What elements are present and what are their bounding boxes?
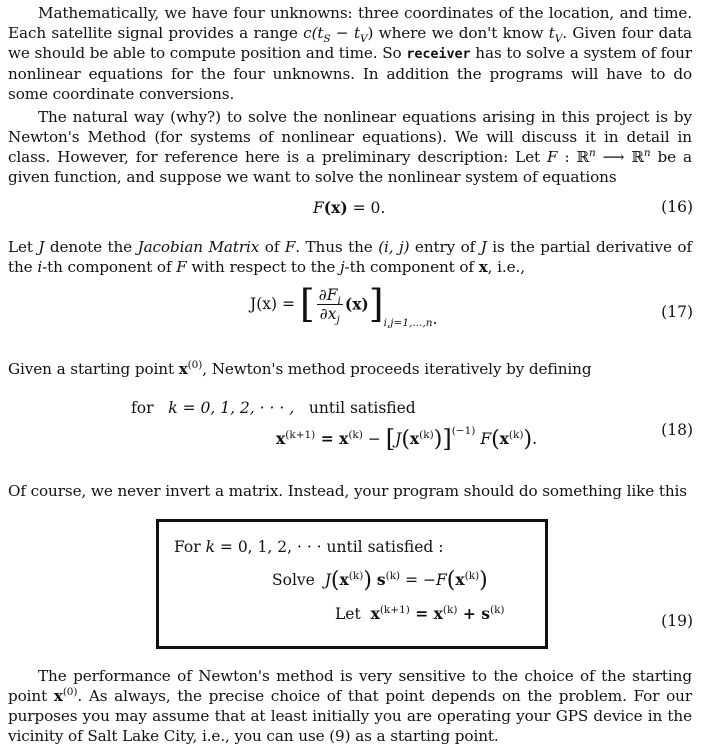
math-F: F (547, 148, 558, 167)
math-F: F (313, 199, 324, 217)
term-jacobian: Jacobian Matrix (137, 238, 260, 257)
math-sup: (k) (489, 603, 505, 616)
text: = 0, 1, 2, · · · until satisfied : (214, 538, 444, 556)
math-map: : ℝ (557, 148, 589, 167)
paragraph-invert (8, 481, 692, 501)
math-F: F (284, 238, 296, 257)
paragraph-newton (8, 107, 692, 187)
text: , Newton's method proceeds iteratively by defining (202, 360, 592, 379)
math-tv: t (548, 24, 555, 43)
bracket-left: [ (299, 282, 315, 326)
text: entry of (409, 238, 481, 257)
algorithm-for-line (174, 538, 444, 556)
text-until: until satisfied (308, 399, 416, 417)
math-sub: V (359, 33, 368, 46)
text: be a given function, and suppose we want to solve the nonlinear system of equations (8, 148, 692, 187)
math-range: ) (367, 24, 374, 43)
algorithm-solve-line (272, 568, 488, 593)
text: where we don't know (373, 24, 549, 43)
math-F: F (436, 571, 447, 589)
math-sup: n (589, 147, 596, 160)
math-tail: . (532, 430, 538, 448)
paren-right: ) (479, 568, 488, 593)
text: The natural way (why?) to solve the nonlinear equations arising in this project is by Newton's Method (for systems of nonlinear equations). We will discuss it in detail in class. However, for reference here is a preliminary description: Let (8, 108, 692, 167)
math-sup: (k) (348, 569, 364, 582)
math-sup: (k) (442, 603, 458, 616)
math-x: x (276, 429, 286, 448)
keyword-solve: Solve (272, 571, 315, 589)
paragraph-unknowns (8, 3, 692, 104)
equation-18 (276, 425, 537, 453)
bracket-right: ] (442, 425, 452, 453)
math-sub: i (337, 294, 341, 307)
math-x: x (178, 360, 188, 379)
paren-left: ( (401, 427, 410, 452)
paren-left: ( (446, 568, 456, 593)
keyword-let: Let (335, 605, 361, 623)
equation-number-17: (17) (661, 303, 693, 321)
math-range: c(t (303, 24, 324, 43)
text: denote the (44, 238, 138, 257)
paren-right: ) (523, 427, 533, 452)
math-F: F (176, 258, 187, 277)
math-map: ⟶ ℝ (595, 148, 644, 167)
math-x: x (370, 604, 380, 623)
text: with respect to the (186, 258, 340, 277)
bracket-right: ] (368, 282, 384, 326)
text: Given a starting point (8, 360, 179, 379)
text: -th component of (344, 258, 479, 277)
text: of (259, 238, 285, 257)
paren-left: ( (330, 568, 340, 593)
equation-number-19: (19) (661, 612, 693, 630)
paragraph-jacobian (8, 237, 692, 277)
math-J: J (395, 430, 402, 448)
fraction-numerator (317, 286, 343, 305)
math-range: − t (330, 24, 360, 43)
math-lhs: J(x) = (250, 295, 300, 313)
math-sup: (0) (187, 359, 203, 372)
text: Mathematically, we have four unknowns: three coordinates of the location, and time. Each satellite signal provides a range (8, 4, 692, 43)
text: is the partial derivative of the (8, 238, 692, 277)
bracket-left: [ (385, 425, 396, 453)
equation-18-loop (131, 399, 416, 417)
math-den: ∂x (319, 304, 337, 323)
math-J: J (480, 238, 487, 257)
math-sub: V (554, 33, 563, 46)
text: For (174, 538, 206, 556)
math-sup: (k) (508, 428, 524, 441)
math-sup: (−1) (451, 425, 476, 437)
math-tail: . (432, 310, 438, 328)
math-x: x (499, 429, 509, 448)
math-i: i (37, 258, 43, 277)
math-x: x (339, 570, 349, 589)
math-ij: (i, j) (378, 238, 410, 257)
text: . Thus the (295, 238, 379, 257)
paren-left: ( (491, 427, 500, 452)
math-x: x (409, 429, 420, 448)
math-F: F (480, 430, 492, 448)
equation-17 (250, 282, 438, 329)
math-arg: (x) (323, 198, 348, 217)
math-sup: n (643, 147, 651, 160)
math-j: j (339, 258, 345, 277)
paren-right: ) (363, 568, 372, 593)
math-x: x (478, 258, 488, 277)
math-k-range: k = 0, 1, 2, · · · , (168, 399, 295, 417)
math-num: ∂F (318, 285, 338, 304)
equation-number-16: (16) (661, 198, 693, 216)
math-x: x (53, 687, 63, 706)
paragraph-starting-point (8, 359, 692, 379)
math-x: x (455, 570, 465, 589)
math-eq: = − (400, 571, 436, 589)
fraction-denominator (317, 304, 343, 326)
math-sup: (k) (348, 428, 363, 441)
math-sup: (k+1) (285, 428, 316, 441)
math-s: s (376, 570, 386, 589)
fraction (317, 285, 343, 326)
text: has to solve a system of four nonlinear equations for the four unknowns. In addition the programs will have to do some coordinate conversions. (8, 44, 692, 104)
math-sub: S (323, 33, 331, 46)
math-x: = x (409, 604, 443, 623)
math-s: + s (457, 604, 490, 623)
math-sup: (k) (464, 569, 480, 582)
paren-right: ) (433, 427, 443, 452)
text: Of course, we never invert a matrix. Instead, your program should do something like this (8, 482, 687, 501)
math-arg: (x) (344, 294, 369, 314)
math-k: k (205, 538, 215, 556)
math-sub: j (336, 313, 340, 326)
algorithm-box (156, 519, 548, 649)
algorithm-let-line (335, 604, 505, 623)
math-J: J (324, 571, 331, 589)
text: -th component of (42, 258, 177, 277)
equation-number-18: (18) (661, 421, 693, 439)
text: , i.e., (487, 258, 525, 277)
text: The performance of Newton's method is very sensitive to the choice of the starting point (8, 667, 692, 706)
keyword-for: for (131, 399, 154, 417)
math-x: = x (315, 429, 349, 448)
code-receiver: receiver (406, 46, 471, 63)
equation-16 (313, 198, 385, 217)
math-J: J (38, 238, 45, 257)
math-sup: (k+1) (379, 603, 410, 616)
text: . As always, the precise choice of that point depends on the problem. For our purposes you may assume that at least initially you are operating your GPS device in the vicinity of Salt Lake City, i.e., you can use (9) as a starting point. (8, 687, 692, 746)
text: Let (8, 238, 39, 257)
math-rhs: = 0. (347, 199, 386, 217)
math-minus: − (362, 430, 386, 448)
math-sub: i,j=1,...,n (383, 317, 433, 329)
text: . Given four data we should be able to compute position and time. So (8, 24, 692, 63)
math-sup: (0) (62, 686, 78, 699)
math-sup: (k) (419, 428, 434, 441)
paragraph-performance (8, 666, 692, 746)
math-sup: (k) (385, 569, 401, 582)
